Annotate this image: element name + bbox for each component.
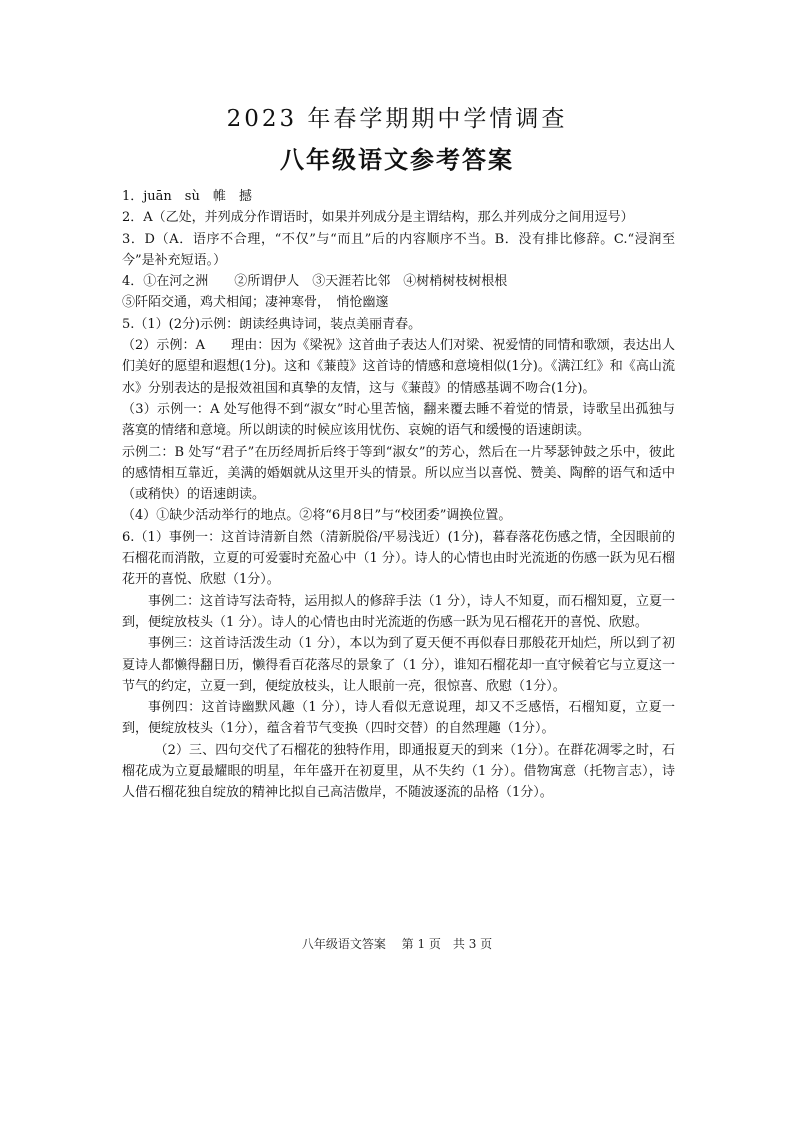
- answer-paragraph-5-3-a: （3）示例一：A 处写他得不到“淑女”时心里苦恼，翻来覆去睡不着觉的情景，诗歌呈出孤独与落寞的情绪和意境。所以朗读的时候应该用忧伤、哀婉的语气和缓慢的语速朗读。: [122, 401, 675, 439]
- answer-paragraph-6-1-b: 事例二：这首诗写法奇特，运用拟人的修辞手法（1 分），诗人不知夏，而石榴知夏，立夏一到，便绽放枝头（1 分）。诗人的心情也由时光流逝的伤感一跃为见石榴花开的喜悦、欣慰。: [122, 593, 675, 630]
- document-title: 2023 年春学期期中学情调查: [226, 106, 568, 132]
- answer-paragraph-5-4: （4）①缺少活动举行的地点。②将“6月8日”与“校团委”调换位置。: [122, 508, 512, 524]
- answer-paragraph-5-3-b: 示例二：B 处写“君子”在历经周折后终于等到“淑女”的芳心，然后在一片琴瑟钟鼓之乐中，彼此的感情相互靠近，美满的婚姻就从这里开头的情景。所以应当以喜悦、赞美、陶醉的语气和适中（或稍快）的语速朗读。: [122, 444, 675, 503]
- page-footer: 八年级语文答案 第 1 页 共 3 页: [301, 937, 493, 951]
- answer-line-1: 1．juān sù 帷 撼: [122, 189, 252, 204]
- answer-paragraph-6-1-d: 事例四：这首诗幽默风趣（1 分），诗人看似无意说理，却又不乏感悟，石榴知夏，立夏一到，便绽放枝头（1分），蕴含着节气变换（四时交替）的自然理趣（1分）。: [122, 700, 675, 737]
- answer-line-5: ⑤阡陌交通，鸡犬相闻；凄神寒骨， 悄怆幽邃: [122, 295, 389, 311]
- answer-paragraph-6-1-c: 事例三：这首诗活泼生动（1 分），本以为到了夏天便不再似春日那般花开灿烂，所以到了初夏诗人都懒得翻日历，懒得看百花落尽的景象了（1 分），谁知石榴花却一直守候着它与立夏这一节气的约定，立夏一到，便绽放枝头，让人眼前一亮，很惊喜、欣慰（1分）。: [122, 636, 675, 694]
- answer-line-2: 2．A（乙处，并列成分作谓语时，如果并列成分是主谓结构，那么并列成分之间用逗号）: [122, 210, 634, 226]
- answer-paragraph-5-2: （2）示例：A 理由：因为《梁祝》这首曲子表达人们对梁、祝爱情的同情和歌颂，表达出人们美好的愿望和遐想(1分)。这和《蒹葭》这首诗的情感和意境相似(1分)。《满江红》和《高山流水》分别表达的是报效祖国和真挚的友情，这与《蒹葭》的情感基调不吻合(1分)。: [122, 338, 675, 396]
- document-subtitle: 八年级语文参考答案: [280, 146, 514, 174]
- answer-content: [122, 186, 675, 804]
- answer-paragraph-6-2: （2）三、四句交代了石榴花的独特作用，即通报夏天的到来（1分）。在群花凋零之时，石榴花成为立夏最耀眼的明星，年年盛开在初夏里，从不失约（1 分）。借物寓意（托物言志），诗人借石榴花独自绽放的精神比拟自己高洁傲岸，不随波逐流的品格（1分）。: [122, 742, 675, 801]
- answer-line-6: 5.（1）(2分)示例：朗读经典诗词，装点美丽青春。: [122, 316, 422, 332]
- answer-line-3: 3．D（A．语序不合理，“不仅”与“而且”后的内容顺序不当。B．没有排比修辞。C.“浸润至今”是补充短语。）: [122, 231, 675, 268]
- answer-paragraph-6-1-a: 6.（1）事例一：这首诗清新自然（清新脱俗/平易浅近）(1分)，暮春落花伤感之情，全因眼前的石榴花而消散，立夏的可爱霎时充盈心中（1 分）。诗人的心情也由时光流逝的伤感一跃为见石榴花开的喜悦、欣慰（1分）。: [122, 529, 675, 588]
- answer-line-4: 4．①在河之洲 ②所谓伊人 ③天涯若比邻 ④树梢树枝树根根: [122, 274, 508, 290]
